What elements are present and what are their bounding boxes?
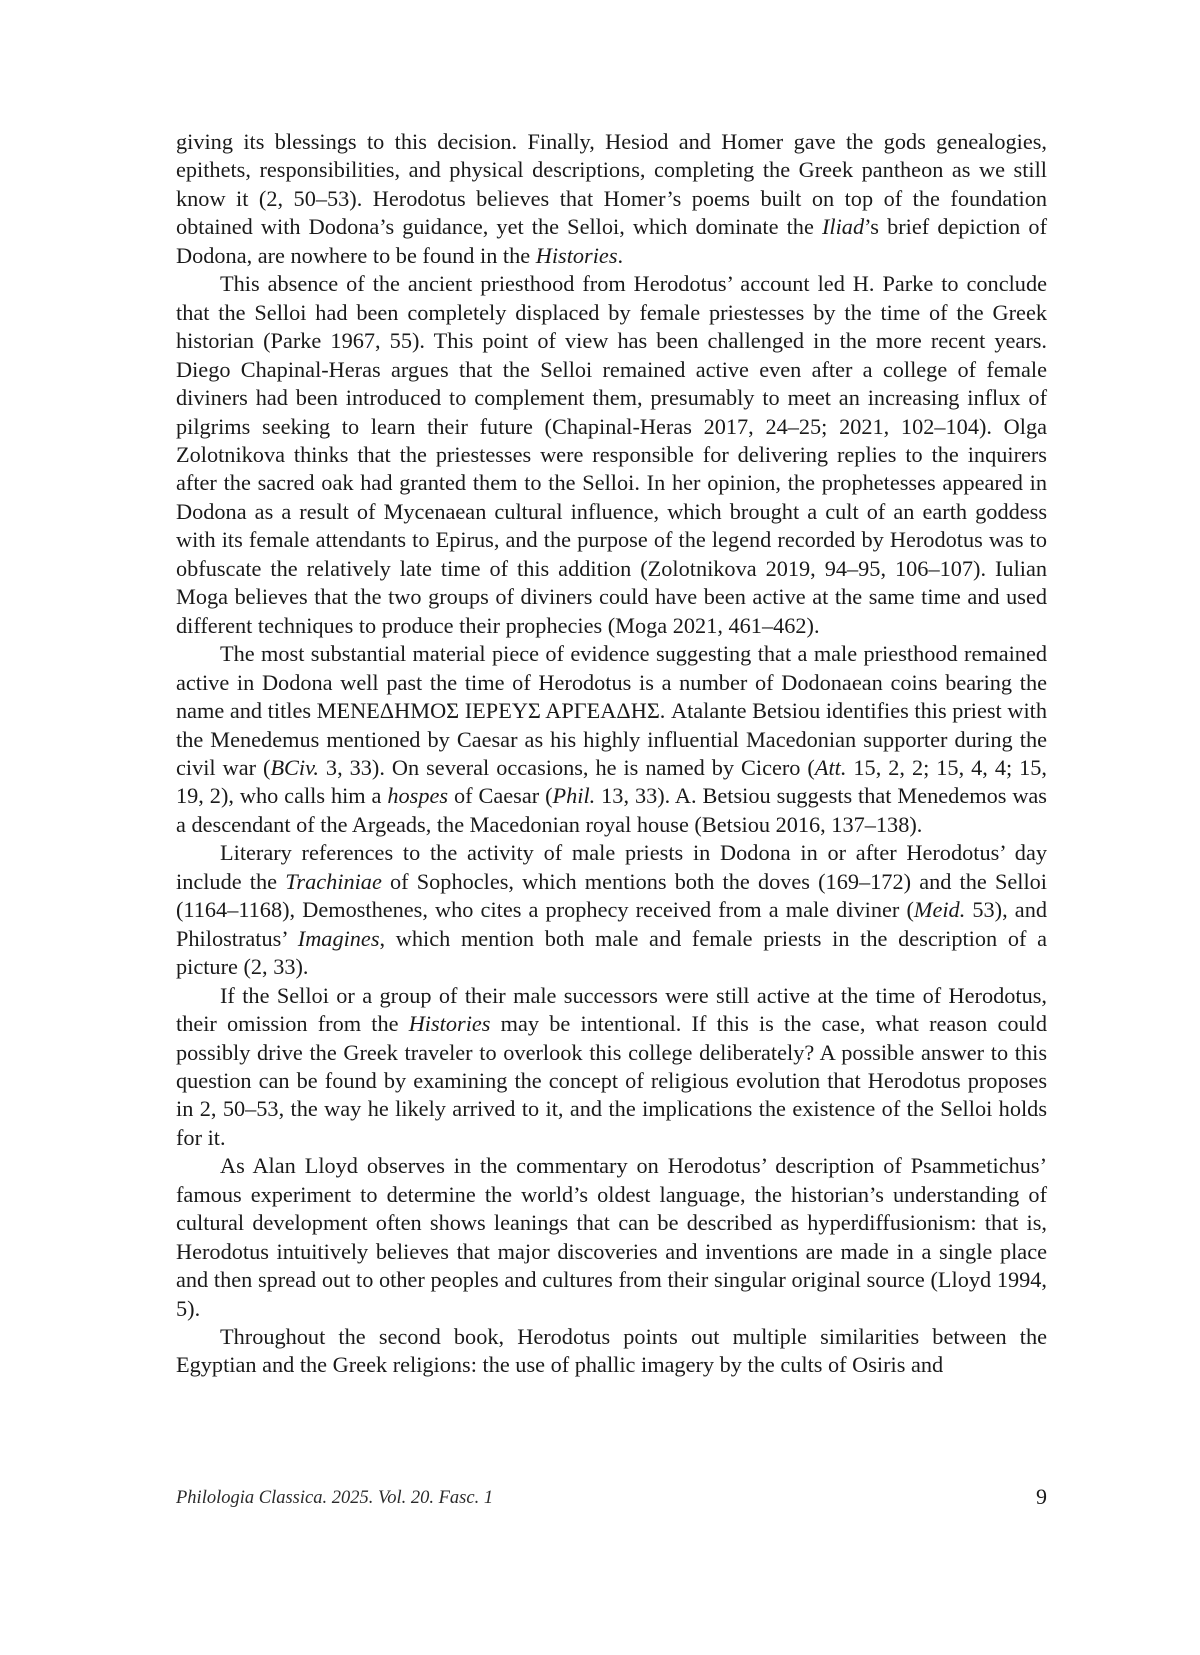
text-run: 15, 2, 2; 15, 4, 4; 15, 19, 2), who calls him a (176, 754, 1048, 809)
italic-title: Histories (408, 1011, 491, 1037)
paragraph (176, 640, 1047, 839)
text-run: The most substantial material piece of evidence suggesting that a male priesthood remained active in Dodona well past the time of Herodotus is a number of Dodonaean coins bearing the name and titles ΜΕΝΕΔΗΜΟΣ ΙΕΡΕΥΣ ΑΡΓΕΑΔΗΣ. Atalante Betsiou identifies this priest with the Menedemus mentioned by Caesar as his highly influential Macedonian supporter during the civil war ( (176, 641, 1047, 780)
text-run: Literary references to the activity of male priests in Dodona in or after Herodotus’ day include the (176, 840, 1047, 894)
italic-title: Histories (535, 242, 618, 268)
italic-title: Iliad (821, 214, 865, 240)
text-run: , which mention both male and female priests in the description of a picture (2, 33). (176, 925, 1047, 980)
text-run: This absence of the ancient priesthood from Herodotus’ account led H. Parke to conclude that the Selloi had been completely displaced by female priestesses by the time of the Greek historian (Parke 1967, 55). This point of view has been challenged in the more recent years. Diego Chapinal-Heras argues that the Selloi remained active even after a college of female diviners had been introduced to complement them, presumably to meet an increasing influx of pilgrims seeking to learn their future (Chapinal-Heras 2017, 24–25; 2021, 102–104). Olga Zolotnikova thinks that the priestesses were responsible for delivering replies to the inquirers after the sacred oak had granted them to the Selloi. In her opinion, the prophetesses appeared in Dodona as a result of Mycenaean cultural influence, which brought a cult of an earth goddess with its female attendants to Epirus, and the purpose of the legend recorded by Herodotus was to obfuscate the relatively late time of this addition (Zolotnikova 2019, 94–95, 106–107). Iulian Moga believes that the two groups of diviners could have been active at the same time and used different techniques to produce their prophecies (Moga 2021, 461–462). (176, 271, 1047, 638)
italic-title: Att. (814, 754, 847, 780)
italic-title: Phil. (552, 783, 596, 809)
page-number: 9 (1036, 1484, 1047, 1509)
text-run: of Caesar ( (448, 783, 553, 809)
paragraph (176, 982, 1047, 1153)
text-run: ’s brief depiction of Dodona, are nowhere to be found in the (176, 214, 1047, 268)
text-run: may be intentional. If this is the case, what reason could possibly drive the Greek traveler to overlook this college deliberately? A possible answer to this question can be found by examining the concept of religious evolution that Herodotus proposes in 2, 50–53, the way he likely arrived to it, and the implications the existence of the Selloi holds for it. (176, 1011, 1047, 1150)
text-run: As Alan Lloyd observes in the commentary on Herodotus’ description of Psammetichus’ famous experiment to determine the world’s oldest language, the historian’s understanding of cultural development often shows leanings that can be described as hyperdiffusionism: that is, Herodotus intuitively believes that major discoveries and inventions are made in a single place and then spread out to other peoples and cultures from their singular original source (Lloyd 1994, 5). (176, 1153, 1047, 1321)
text-run: . (617, 242, 624, 268)
text-run: If the Selloi or a group of their male successors were still active at the time of Herodotus, their omission from the (176, 982, 1047, 1037)
running-footer-journal: Philologia Classica. 2025. Vol. 20. Fasc. 1 (176, 1488, 494, 1508)
paragraph (176, 1323, 1047, 1380)
text-run: 13, 33). A. Betsiou suggests that Menedemos was a descendant of the Argeads, the Macedonian royal house (Betsiou 2016, 137–138). (176, 783, 1047, 837)
paragraph (176, 1152, 1047, 1323)
italic-term: hospes (387, 783, 449, 809)
italic-title: BCiv. (270, 754, 319, 780)
text-run: 3, 33). On several occasions, he is named by Cicero ( (318, 754, 815, 780)
body-text (176, 128, 1047, 1380)
text-run: giving its blessings to this decision. Finally, Hesiod and Homer gave the gods genealogies, epithets, responsibilities, and physical descriptions, completing the Greek pantheon as we still know it (2, 50–53). Herodotus believes that Homer’s poems built on top of the foundation obtained with Dodona’s guidance, yet the Selloi, which dominate the (176, 129, 1047, 240)
italic-title: Meid. (913, 897, 966, 923)
italic-title: Trachiniae (285, 868, 382, 894)
text-run: 53), and Philostratus’ (176, 897, 1047, 951)
italic-title: Imagines (297, 925, 380, 951)
text-run: Throughout the second book, Herodotus points out multiple similarities between the Egyptian and the Greek religions: the use of phallic imagery by the cults of Osiris and (176, 1324, 1047, 1378)
paragraph (176, 839, 1047, 981)
text-run: of Sophocles, which mentions both the doves (169–172) and the Selloi (1164–1168), Demosthenes, who cites a prophecy received from a male diviner ( (176, 868, 1047, 923)
paragraph (176, 270, 1047, 640)
paragraph (176, 128, 1047, 270)
